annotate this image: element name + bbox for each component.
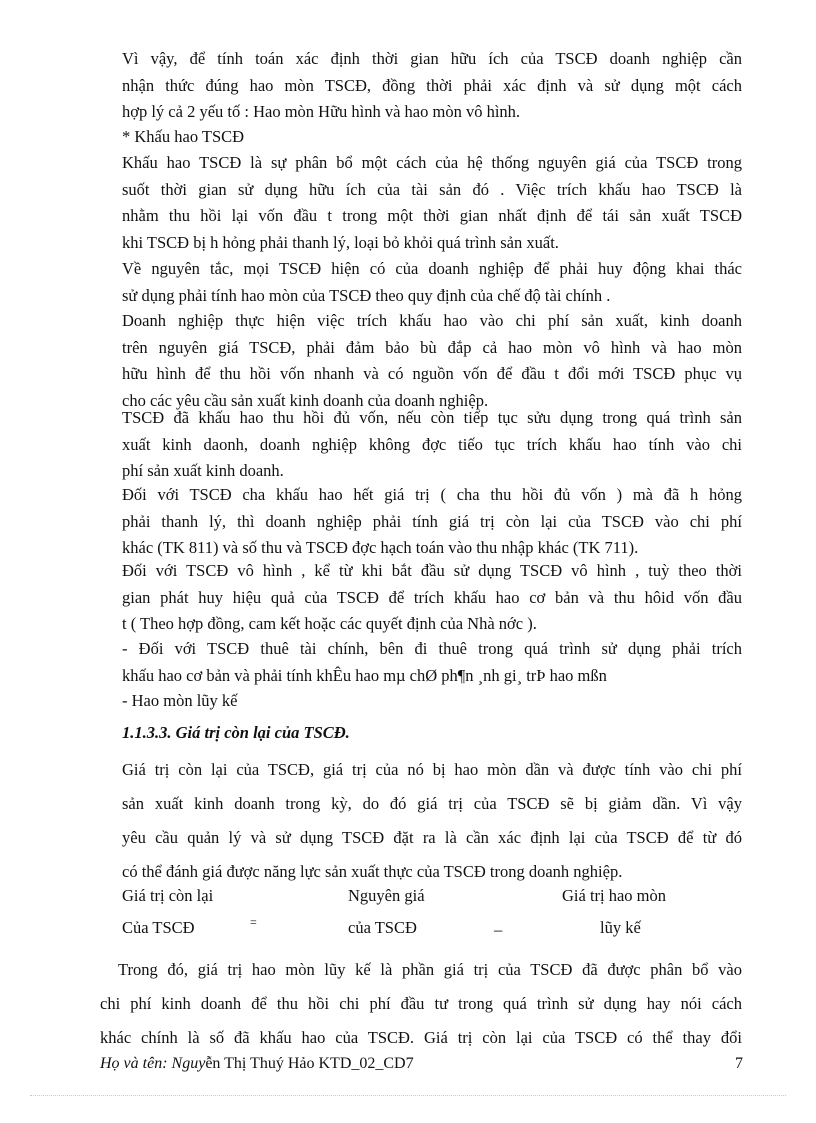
text-line: phải thanh lý, thì doanh nghiệp phải tính giá trị còn lại của TSCĐ vào chi phí xyxy=(122,511,742,531)
text-line: Khấu hao TSCĐ là sự phân bổ một cách của hệ thống nguyên giá của TSCĐ trong xyxy=(122,153,742,172)
text-line: sản xuất kinh doanh trong kỳ, do đó giá trị của TSCĐ sẽ bị giảm dần. Vì vậy xyxy=(122,794,742,813)
formula-mid-top: Nguyên giá xyxy=(348,886,425,905)
formula-left-top: Giá trị còn lại xyxy=(122,886,214,905)
text-line: TSCĐ đã khấu hao thu hồi đủ vốn, nếu còn tiếp tục sửu dụng trong quá trình sản xyxy=(122,408,742,427)
text-line: Vì vậy, để tính toán xác định thời gian hữu ích của TSCĐ doanh nghiệp cần xyxy=(122,49,742,68)
formula-right-top: Giá trị hao mòn xyxy=(562,886,667,905)
paragraph-accumulated xyxy=(122,688,742,715)
text-line: nhằm thu hồi lại vốn đầu t trong một thời gian nhất định để tái sản xuất TSCĐ xyxy=(122,206,742,225)
text-line: khác (TK 811) và số thu và TSCĐ đợc hạch toán vào thu nhập khác (TK 711). xyxy=(122,538,639,557)
footer-label: Họ và tên: Nguy xyxy=(100,1055,206,1072)
paragraph-not-fully-depreciated xyxy=(122,482,742,562)
page-number: 7 xyxy=(735,1055,743,1072)
formula-left-bottom: Của TSCĐ xyxy=(122,918,195,937)
text-line: có thể đánh giá được năng lực sản xuất thực của TSCĐ trong doanh nghiệp. xyxy=(122,862,623,881)
text-line: hữu hình để thu hồi vốn nhanh và có nguồn vốn để đầu t đổi mới TSCĐ phục vụ xyxy=(122,364,742,383)
text-line: gian phát huy hiệu quả của TSCĐ để trích khấu hao cơ bản và thu hôid vốn đầu xyxy=(122,587,742,607)
formula-mid-bottom: của TSCĐ xyxy=(348,918,417,937)
page-bottom-divider xyxy=(30,1095,786,1096)
paragraph-principle xyxy=(122,256,742,309)
formula-equals-sign: = xyxy=(250,915,257,929)
paragraph-useful-life xyxy=(122,46,742,126)
text-line: khi TSCĐ bị h hỏng phải thanh lý, loại bỏ khỏi quá trình sản xuất. xyxy=(122,232,559,252)
text-line: suốt thời gian sử dụng hữu ích của tài sản đó . Việc trích khấu hao TSCĐ là xyxy=(122,179,742,199)
text-line: - Đối với TSCĐ thuê tài chính, bên đi thuê trong quá trình sử dụng phải trích xyxy=(122,639,742,658)
text-line: sử dụng phải tính hao mòn của TSCĐ theo quy định của chế độ tài chính . xyxy=(122,285,611,305)
paragraph-residual-value xyxy=(122,753,742,889)
text-line: t ( Theo hợp đồng, cam kết hoặc các quyết định của Nhà nớc ). xyxy=(122,614,537,633)
formula-minus-sign: – xyxy=(494,920,503,939)
text-line: Trong đó, giá trị hao mòn lũy kế là phần giá trị của TSCĐ đã được phân bổ vào xyxy=(118,960,742,979)
section-heading: 1.1.3.3. Giá trị còn lại của TSCĐ. xyxy=(122,723,350,742)
paragraph-intangible xyxy=(122,558,742,638)
subheading-depreciation xyxy=(122,124,742,151)
text-line: Doanh nghiệp thực hiện việc trích khấu hao vào chi phí sản xuất, kinh doanh xyxy=(122,311,742,330)
text-line: chi phí kinh doanh để thu hồi chi phí đầu tư trong quá trình sử dụng hay nói cách xyxy=(100,994,742,1013)
paragraph-depreciation-definition xyxy=(122,150,742,256)
text-line: Đối với TSCĐ vô hình , kể từ khi bắt đầu sử dụng TSCĐ vô hình , tuỳ theo thời xyxy=(122,561,742,580)
text-line: phí sản xuất kinh doanh. xyxy=(122,461,284,480)
text-line: Về nguyên tắc, mọi TSCĐ hiện có của doanh nghiệp để phải huy động khai thác xyxy=(122,259,742,278)
paragraph-finance-lease xyxy=(122,636,742,689)
text-line: - Hao mòn lũy kế xyxy=(122,691,238,710)
footer-author xyxy=(100,1055,414,1073)
paragraph-closing xyxy=(100,953,742,1055)
text-line: Giá trị còn lại của TSCĐ, giá trị của nó bị hao mòn dần và được tính vào chi phí xyxy=(122,760,742,779)
text-line: * Khấu hao TSCĐ xyxy=(122,127,245,146)
text-line: xuất kinh daonh, doanh nghiệp không đợc tiếo tục trích khấu hao tính vào chi xyxy=(122,434,742,454)
paragraph-enterprise xyxy=(122,308,742,414)
paragraph-fully-depreciated xyxy=(122,405,742,485)
formula-right-bottom: lũy kế xyxy=(600,918,641,937)
footer-name: ễn Thị Thuý Hảo KTD_02_CD7 xyxy=(205,1055,414,1072)
text-line: Đối với TSCĐ cha khấu hao hết giá trị ( cha thu hồi đủ vốn ) mà đã h hỏng xyxy=(122,485,742,504)
text-line: khác chính là số đã khấu hao của TSCĐ. Giá trị còn lại của TSCĐ có thể thay đổi xyxy=(100,1028,742,1047)
text-line: trên nguyên giá TSCĐ, phải đảm bảo bù đắp cả hao mòn vô hình và hao mòn xyxy=(122,337,742,357)
text-line: hợp lý cả 2 yếu tố : Hao mòn Hữu hình và hao mòn vô hình. xyxy=(122,102,521,121)
text-line: yêu cầu quản lý và sử dụng TSCĐ đặt ra là cần xác định lại của TSCĐ để từ đó xyxy=(122,828,742,847)
text-line: khấu hao cơ bản và phải tính khÊu hao mµ chØ ph¶n ¸nh gi¸ trÞ hao mßn xyxy=(122,665,607,685)
text-line: cho các yêu cầu sản xuất kinh doanh của doanh nghiệp. xyxy=(122,390,489,410)
text-line: nhận thức đúng hao mòn TSCĐ, đồng thời phải xác định và sử dụng một cách xyxy=(122,75,742,95)
